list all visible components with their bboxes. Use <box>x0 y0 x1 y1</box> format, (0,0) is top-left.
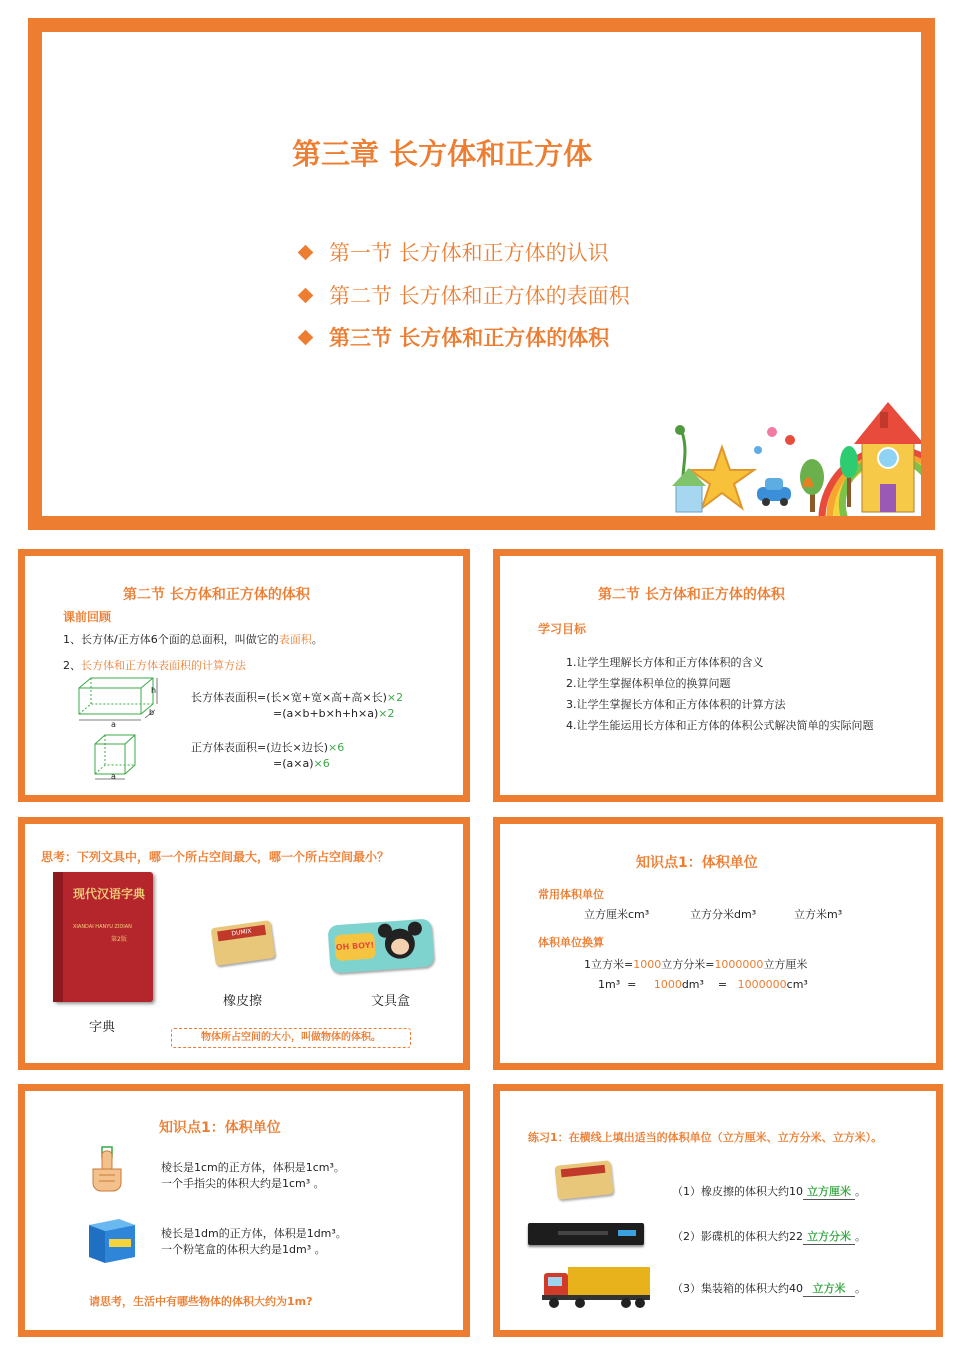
mickey-ear-icon <box>407 921 422 936</box>
goal-item-1: 1.让学生理解长方体和正方体体积的含义 <box>566 656 764 669</box>
dictionary-cover-edition: 第2版 <box>111 936 127 943</box>
section-item-3: 第三节 长方体和正方体的体积 <box>300 322 609 352</box>
diamond-bullet-icon <box>298 287 314 303</box>
cube-formula-line2: =(a×a)×6 <box>273 757 330 770</box>
think-question: 思考：下列文具中，哪一个所占空间最大，哪一个所占空间最小？ <box>41 850 390 864</box>
container-truck-icon <box>540 1263 652 1309</box>
review-item-1: 1、长方体/正方体6个面的总面积，叫做它的表面积。 <box>63 633 323 646</box>
cartoon-house-decoration-icon <box>662 392 932 522</box>
eraser-image <box>554 1160 613 1200</box>
goal-item-4: 4.让学生能运用长方体和正方体的体积公式解决简单的实际问题 <box>566 719 874 732</box>
main-slide <box>28 18 935 530</box>
cube-formula-line1: 正方体表面积=(边长×边长)×6 <box>191 741 345 754</box>
diamond-bullet-icon <box>298 329 314 345</box>
unit-m3: 立方米m³ <box>794 908 843 921</box>
units-slide <box>493 817 943 1070</box>
dvd-player-image <box>528 1223 644 1245</box>
keyword-surface-area: 表面积 <box>278 633 312 646</box>
pencil-box-label: 文具盒 <box>371 994 411 1009</box>
exercise-slide <box>493 1084 943 1337</box>
dictionary-spine <box>53 872 63 1002</box>
diamond-bullet-icon <box>298 244 314 260</box>
eraser-brand: DUMIX <box>217 925 266 942</box>
answer-blank-2: 立方分米 <box>803 1228 855 1245</box>
eraser-image <box>211 920 276 966</box>
cuboid-label-h: h <box>151 686 157 695</box>
cube-label-a: a <box>111 772 116 781</box>
slide-title: 第二节 长方体和正方体的体积 <box>123 587 310 603</box>
dvd-slot <box>558 1231 608 1235</box>
dictionary-cover-pinyin: XIANDAI HANYU ZIDIAN <box>73 924 132 930</box>
dm-cube-example: 一个粉笔盒的体积大约是1dm³ 。 <box>161 1243 326 1256</box>
cuboid-label-a: a <box>111 720 116 729</box>
cuboid-formula-line2: =(a×b+b×h+h×a)×2 <box>273 707 395 720</box>
section-item-1: 第一节 长方体和正方体的认识 <box>300 237 609 267</box>
dictionary-label: 字典 <box>89 1020 116 1035</box>
think-question: 请思考，生活中有哪些物体的体积大约为1m? <box>89 1295 313 1308</box>
cube-diagram-icon <box>91 732 141 782</box>
goal-item-2: 2.让学生掌握体积单位的换算问题 <box>566 677 731 690</box>
conversion-line-1: 1立方米=1000立方分米=1000000立方厘米 <box>584 958 808 971</box>
pencil-box-image <box>327 918 434 973</box>
dictionary-cover-title: 现代汉语字典 <box>73 887 146 901</box>
dictionary-image <box>53 872 153 1002</box>
question-1: （1）橡皮擦的体积大约10 立方厘米 。 <box>672 1185 866 1198</box>
review-item-2: 2、长方体和正方体表面积的计算方法 <box>63 659 246 672</box>
slide-title: 知识点1：体积单位 <box>159 1120 281 1136</box>
goals-slide <box>493 549 943 802</box>
review-heading: 课前回顾 <box>63 610 112 624</box>
goal-item-3: 3.让学生掌握长方体和正方体体积的计算方法 <box>566 698 786 711</box>
chalk-box-icon <box>85 1211 139 1265</box>
eraser-label-band <box>561 1165 606 1178</box>
chapter-title: 第三章 长方体和正方体 <box>292 137 593 171</box>
cm-cube-example: 一个手指尖的体积大约是1cm³ 。 <box>161 1177 325 1190</box>
dvd-display <box>618 1230 636 1236</box>
answer-blank-3: 立方米 <box>803 1280 855 1297</box>
exercise-title: 练习1：在横线上填出适当的体积单位（立方厘米、立方分米、立方米）。 <box>528 1131 883 1144</box>
pencil-box-text: OH BOY! <box>334 932 376 961</box>
common-units-heading: 常用体积单位 <box>538 888 604 901</box>
conversion-line-2: 1m³ = 1000dm³ = 1000000cm³ <box>598 978 808 991</box>
think-slide <box>18 817 470 1070</box>
question-3: （3）集装箱的体积大约40 立方米 。 <box>672 1282 866 1295</box>
cuboid-label-b: b <box>149 708 155 717</box>
section-item-2: 第二节 长方体和正方体的表面积 <box>300 280 630 310</box>
unit-dm3: 立方分米dm³ <box>690 908 757 921</box>
slide-title: 第二节 长方体和正方体的体积 <box>598 587 785 603</box>
dm-cube-text: 棱长是1dm的正方体，体积是1dm³。 <box>161 1227 347 1240</box>
review-slide <box>18 549 470 802</box>
conversion-heading: 体积单位换算 <box>538 936 604 949</box>
answer-blank-1: 立方厘米 <box>803 1183 855 1200</box>
eraser-label: 橡皮擦 <box>223 994 263 1009</box>
cuboid-formula-line1: 长方体表面积=(长×宽+宽×高+高×长)×2 <box>191 691 404 704</box>
fingertip-icon <box>87 1145 127 1193</box>
volume-definition-box: 物体所占空间的大小，叫做物体的体积。 <box>171 1028 411 1048</box>
question-2: （2）影碟机的体积大约22 立方分米 。 <box>672 1230 866 1243</box>
unit-cm3: 立方厘米cm³ <box>584 908 650 921</box>
unit-examples-slide <box>18 1084 470 1337</box>
slide-title: 知识点1：体积单位 <box>636 855 758 871</box>
cuboid-diagram-icon <box>75 674 165 730</box>
goals-heading: 学习目标 <box>538 622 587 636</box>
cm-cube-text: 棱长是1cm的正方体，体积是1cm³。 <box>161 1161 345 1174</box>
